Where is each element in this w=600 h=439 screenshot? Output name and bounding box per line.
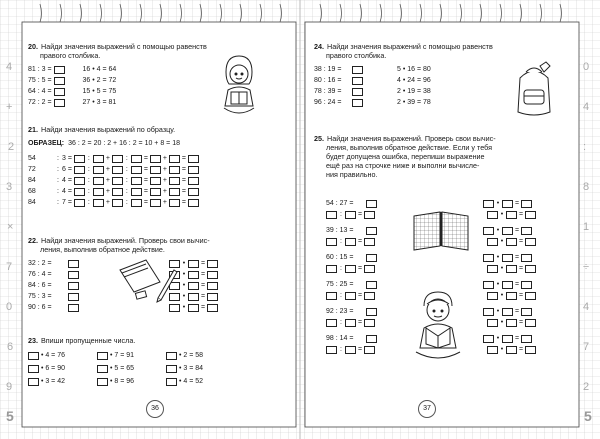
svg-text:4: 4: [583, 101, 590, 113]
divisor: 7: [62, 199, 66, 206]
answer-box[interactable]: [54, 99, 65, 107]
check-box[interactable]: [502, 335, 513, 343]
check-box[interactable]: [502, 308, 513, 316]
retry-box[interactable]: [345, 238, 356, 246]
answer-box[interactable]: [352, 88, 363, 96]
retry-box[interactable]: [364, 265, 375, 273]
answer-box[interactable]: [169, 177, 180, 185]
answer-box[interactable]: [74, 177, 85, 185]
decompose-row: 54 : 3 = : + : = + =: [28, 153, 293, 164]
answer-box[interactable]: [366, 281, 377, 289]
check-box[interactable]: [502, 227, 513, 235]
answer-box[interactable]: [54, 77, 65, 85]
svg-text:6: 6: [7, 341, 14, 353]
missing-number-box[interactable]: [166, 352, 177, 360]
boy-reading-illustration: [410, 288, 466, 362]
svg-text:×: ×: [7, 221, 14, 233]
check-box[interactable]: [487, 346, 498, 354]
task-title-line: правого столбика.: [326, 51, 387, 60]
expression: 90 : 6 =: [28, 304, 52, 311]
answer-box[interactable]: [93, 177, 104, 185]
answer-box[interactable]: [74, 155, 85, 163]
task-title-line: правого столбика.: [40, 51, 101, 60]
task-title-line: ния правильно.: [326, 170, 378, 179]
equality: 2 • 19 = 38: [397, 88, 431, 95]
retry-box[interactable]: [345, 211, 356, 219]
svg-text:0: 0: [583, 61, 590, 73]
check-box[interactable]: [521, 335, 532, 343]
backpack-illustration: [510, 60, 558, 118]
retry-box[interactable]: [345, 292, 356, 300]
answer-box[interactable]: [93, 155, 104, 163]
retry-box[interactable]: [326, 319, 337, 327]
task-23-grid: [28, 349, 293, 388]
missing-number-box[interactable]: [28, 378, 39, 386]
answer-box[interactable]: [366, 308, 377, 316]
answer-box[interactable]: [93, 199, 104, 207]
retry-box[interactable]: [364, 211, 375, 219]
equation: • 7 = 91: [109, 352, 135, 359]
expression: 54 : 27 =: [326, 200, 354, 207]
expression: 80 : 16 =: [314, 77, 342, 84]
missing-number-box[interactable]: [28, 352, 39, 360]
answer-box[interactable]: [169, 199, 180, 207]
task-number: 24.: [314, 42, 324, 51]
check-box[interactable]: [487, 292, 498, 300]
answer-box[interactable]: [366, 254, 377, 262]
divisor: 6: [62, 166, 66, 173]
retry-box[interactable]: [364, 238, 375, 246]
answer-box[interactable]: [93, 188, 104, 196]
svg-text:9: 9: [6, 381, 13, 393]
retry-box[interactable]: [326, 265, 337, 273]
svg-text:÷: ÷: [583, 261, 590, 273]
expression: 98 : 14 =: [326, 335, 354, 342]
equation: • 3 = 42: [40, 378, 66, 385]
task-20-equalities: [83, 64, 117, 108]
decompose-row: 68 : 4 = : + : = + =: [28, 186, 293, 197]
expression: 78 : 39 =: [314, 88, 342, 95]
check-box[interactable]: [487, 211, 498, 219]
equality: 16 • 4 = 64: [82, 66, 117, 73]
answer-box[interactable]: [112, 166, 123, 174]
equation: • 4 = 76: [40, 352, 66, 359]
answer-box[interactable]: [188, 155, 199, 163]
expression: 38 : 19 =: [314, 66, 342, 73]
decompose-row: 84 : 7 = : + : = + =: [28, 197, 293, 208]
task-title-line: будет допущена ошибка, перепиши выражение: [326, 152, 485, 161]
answer-box[interactable]: [352, 66, 363, 74]
task-23-title: [28, 336, 293, 345]
answer-box[interactable]: [131, 166, 142, 174]
svg-text:4: 4: [583, 301, 590, 313]
answer-box[interactable]: [112, 188, 123, 196]
check-box[interactable]: [525, 292, 536, 300]
check-box[interactable]: [521, 254, 532, 262]
expression: 72 : 2 =: [28, 99, 52, 106]
answer-box[interactable]: [54, 88, 65, 96]
answer-box[interactable]: [68, 260, 79, 268]
equation: • 4 = 52: [178, 378, 204, 385]
side-number-right: 5: [584, 408, 592, 424]
equation: • 6 = 90: [40, 365, 66, 372]
answer-box[interactable]: [150, 177, 161, 185]
check-box[interactable]: [506, 265, 517, 273]
check-box[interactable]: [207, 260, 218, 268]
answer-box[interactable]: [150, 166, 161, 174]
task-25-rows: 54 : 27 = • = : = • = 39 : 13 = • = : = • = 60 : 15 = • = : = • = 75 : 25 = • = : = • = 92 : 23 = • = : = • = 98 : 14 = • = : = • =: [326, 198, 576, 355]
equation: • 8 = 96: [109, 378, 135, 385]
dividend: 54: [28, 155, 36, 162]
check-box[interactable]: [506, 292, 517, 300]
check-box[interactable]: [506, 319, 517, 327]
answer-box[interactable]: [112, 199, 123, 207]
svg-text:2: 2: [8, 141, 15, 153]
answer-box[interactable]: [352, 77, 363, 85]
check-box[interactable]: [188, 293, 199, 301]
task-21-rows: [28, 153, 293, 208]
answer-box[interactable]: [352, 99, 363, 107]
answer-box[interactable]: [74, 166, 85, 174]
check-box[interactable]: [502, 200, 513, 208]
task-title-line: Найди значения выражений с помощью равенств: [41, 42, 207, 51]
check-box[interactable]: [483, 254, 494, 262]
check-box[interactable]: [207, 282, 218, 290]
check-box[interactable]: [207, 271, 218, 279]
check-box[interactable]: [487, 319, 498, 327]
retry-box[interactable]: [345, 265, 356, 273]
divisor: 4: [62, 177, 66, 184]
task-23: [28, 336, 293, 388]
equation: • 3 = 84: [178, 365, 204, 372]
check-box[interactable]: [188, 282, 199, 290]
expression: 92 : 23 =: [326, 308, 354, 315]
missing-number-box[interactable]: [166, 378, 177, 386]
answer-box[interactable]: [68, 293, 79, 301]
equality: 4 • 24 = 96: [397, 77, 431, 84]
task-title-line: Впиши пропущенные числа.: [41, 336, 136, 345]
expression: 75 : 3 =: [28, 293, 52, 300]
answer-box[interactable]: [112, 155, 123, 163]
page-number-right: 37: [418, 400, 436, 418]
check-box[interactable]: [188, 304, 199, 312]
task-21-title: [28, 125, 293, 134]
svg-text:0: 0: [6, 301, 13, 313]
retry-box[interactable]: [326, 211, 337, 219]
check-box[interactable]: [521, 308, 532, 316]
check-box[interactable]: [521, 200, 532, 208]
answer-box[interactable]: [68, 282, 79, 290]
svg-text::: :: [583, 141, 587, 153]
check-box[interactable]: [521, 227, 532, 235]
decompose-row: 72 : 6 = : + : = + =: [28, 164, 293, 175]
answer-box[interactable]: [150, 188, 161, 196]
retry-box[interactable]: [364, 319, 375, 327]
check-box[interactable]: [502, 254, 513, 262]
retry-box[interactable]: [345, 319, 356, 327]
answer-box[interactable]: [169, 155, 180, 163]
task-number: 22.: [28, 236, 38, 245]
check-box[interactable]: [487, 265, 498, 273]
answer-box[interactable]: [366, 227, 377, 235]
notebook-pencil-illustration: [116, 256, 180, 304]
svg-text:+: +: [6, 101, 13, 113]
svg-text:1: 1: [583, 221, 590, 233]
dividend: 84: [28, 199, 36, 206]
answer-box[interactable]: [188, 177, 199, 185]
answer-box[interactable]: [131, 199, 142, 207]
check-box[interactable]: [525, 346, 536, 354]
answer-box[interactable]: [188, 199, 199, 207]
equality: 2 • 39 = 78: [397, 99, 431, 106]
answer-box[interactable]: [150, 199, 161, 207]
answer-box[interactable]: [188, 188, 199, 196]
task-24-title: [314, 42, 576, 60]
check-box[interactable]: [525, 238, 536, 246]
check-box[interactable]: [483, 227, 494, 235]
check-box[interactable]: [483, 200, 494, 208]
retry-box[interactable]: [364, 346, 375, 354]
retry-box[interactable]: [326, 238, 337, 246]
answer-box[interactable]: [93, 166, 104, 174]
answer-box[interactable]: [131, 188, 142, 196]
task-21: [28, 125, 293, 208]
side-number-left: 5: [6, 408, 14, 424]
task-22-title: [28, 236, 293, 254]
sample-expression: 36 : 2 = 20 : 2 + 16 : 2 = 10 + 8 = 18: [68, 140, 180, 147]
svg-text:7: 7: [583, 341, 590, 353]
missing-number-box[interactable]: [97, 365, 108, 373]
expression: 39 : 13 =: [326, 227, 354, 234]
missing-number-box[interactable]: [28, 365, 39, 373]
equation: • 2 = 58: [178, 352, 204, 359]
svg-text:4: 4: [6, 61, 13, 73]
sample-label: ОБРАЗЕЦ:: [28, 140, 65, 147]
sample-row: [28, 138, 293, 149]
task-title-line: ления, выполнив обратное действие. Если у тебя: [326, 143, 492, 152]
answer-box[interactable]: [366, 200, 377, 208]
check-box[interactable]: [188, 260, 199, 268]
check-box[interactable]: [525, 319, 536, 327]
answer-box[interactable]: [366, 335, 377, 343]
check-box[interactable]: [483, 308, 494, 316]
svg-text:3: 3: [6, 181, 13, 193]
expression: 32 : 2 =: [28, 260, 52, 267]
answer-box[interactable]: [169, 166, 180, 174]
dividend: 68: [28, 188, 36, 195]
check-box[interactable]: [483, 281, 494, 289]
task-number: 21.: [28, 125, 38, 134]
page-number-left: 36: [146, 400, 164, 418]
divisor: 4: [62, 188, 66, 195]
task-title-line: ещё раз на строчке ниже и выполни вычисле-: [326, 161, 480, 170]
check-box[interactable]: [525, 265, 536, 273]
answer-box[interactable]: [68, 271, 79, 279]
retry-box[interactable]: [345, 346, 356, 354]
check-box[interactable]: [506, 238, 517, 246]
expression: 60 : 15 =: [326, 254, 354, 261]
equality: 27 • 3 = 81: [82, 99, 117, 106]
equality: 36 • 2 = 72: [82, 77, 117, 84]
missing-number-box[interactable]: [166, 365, 177, 373]
dividend: 84: [28, 177, 36, 184]
expression: 81 : 3 =: [28, 66, 52, 73]
dividend: 72: [28, 166, 36, 173]
check-box[interactable]: [525, 211, 536, 219]
task-25-title: [314, 134, 576, 179]
task-number: 23.: [28, 336, 38, 345]
answer-box[interactable]: [74, 188, 85, 196]
girl-reading-illustration: [216, 52, 262, 120]
answer-box[interactable]: [54, 66, 65, 74]
answer-box[interactable]: [131, 155, 142, 163]
check-box[interactable]: [207, 304, 218, 312]
expression: 76 : 4 =: [28, 271, 52, 278]
left-page: [28, 30, 293, 421]
answer-box[interactable]: [131, 177, 142, 185]
expression: 75 : 25 =: [326, 281, 354, 288]
retry-box[interactable]: [364, 292, 375, 300]
answer-box[interactable]: [169, 188, 180, 196]
task-24-equalities: [397, 64, 431, 108]
decompose-row: 84 : 4 = : + : = + =: [28, 175, 293, 186]
task-24-expressions: [314, 64, 363, 108]
divisor: 3: [62, 155, 66, 162]
check-box[interactable]: [487, 238, 498, 246]
task-title-line: Найди значения выражений по образцу.: [41, 125, 176, 134]
equality: 5 • 16 = 80: [397, 66, 431, 73]
check-box[interactable]: [502, 281, 513, 289]
task-title-line: Найди значения выражений. Проверь свои вычис-: [327, 134, 496, 143]
check-box[interactable]: [483, 335, 494, 343]
task-number: 25.: [314, 134, 324, 143]
answer-box[interactable]: [150, 155, 161, 163]
retry-box[interactable]: [326, 346, 337, 354]
task-title-line: Найди значения выражений с помощью равенств: [327, 42, 493, 51]
expression: 96 : 24 =: [314, 99, 342, 106]
task-20-expressions: [28, 64, 65, 108]
task-title-line: Найди значения выражений. Проверь свои вычис-: [41, 236, 210, 245]
task-22-rows: 32 : 2 = • = 76 : 4 = • = 84 : 6 = • = 75 : 3 = • = 90 : 6 = • =: [28, 258, 293, 313]
check-box[interactable]: [169, 304, 180, 312]
expression: 84 : 6 =: [28, 282, 52, 289]
check-box[interactable]: [188, 271, 199, 279]
svg-text:2: 2: [583, 381, 590, 393]
answer-box[interactable]: [74, 199, 85, 207]
missing-number-box[interactable]: [97, 352, 108, 360]
missing-number-box[interactable]: [97, 378, 108, 386]
check-box[interactable]: [506, 346, 517, 354]
equality: 15 • 5 = 75: [82, 88, 117, 95]
check-box[interactable]: [521, 281, 532, 289]
expression: 64 : 4 =: [28, 88, 52, 95]
open-notebook-illustration: [412, 210, 470, 252]
svg-text:8: 8: [583, 181, 590, 193]
task-25: [314, 134, 576, 183]
answer-box[interactable]: [112, 177, 123, 185]
answer-box[interactable]: [68, 304, 79, 312]
task-number: 20.: [28, 42, 38, 51]
check-box[interactable]: [207, 293, 218, 301]
equation: • 5 = 65: [109, 365, 135, 372]
task-title-line: ления, выполнив обратное действие.: [40, 245, 165, 254]
svg-text:7: 7: [6, 261, 13, 273]
answer-box[interactable]: [188, 166, 199, 174]
check-box[interactable]: [506, 211, 517, 219]
expression: 75 : 5 =: [28, 77, 52, 84]
retry-box[interactable]: [326, 292, 337, 300]
right-page: [314, 30, 576, 421]
